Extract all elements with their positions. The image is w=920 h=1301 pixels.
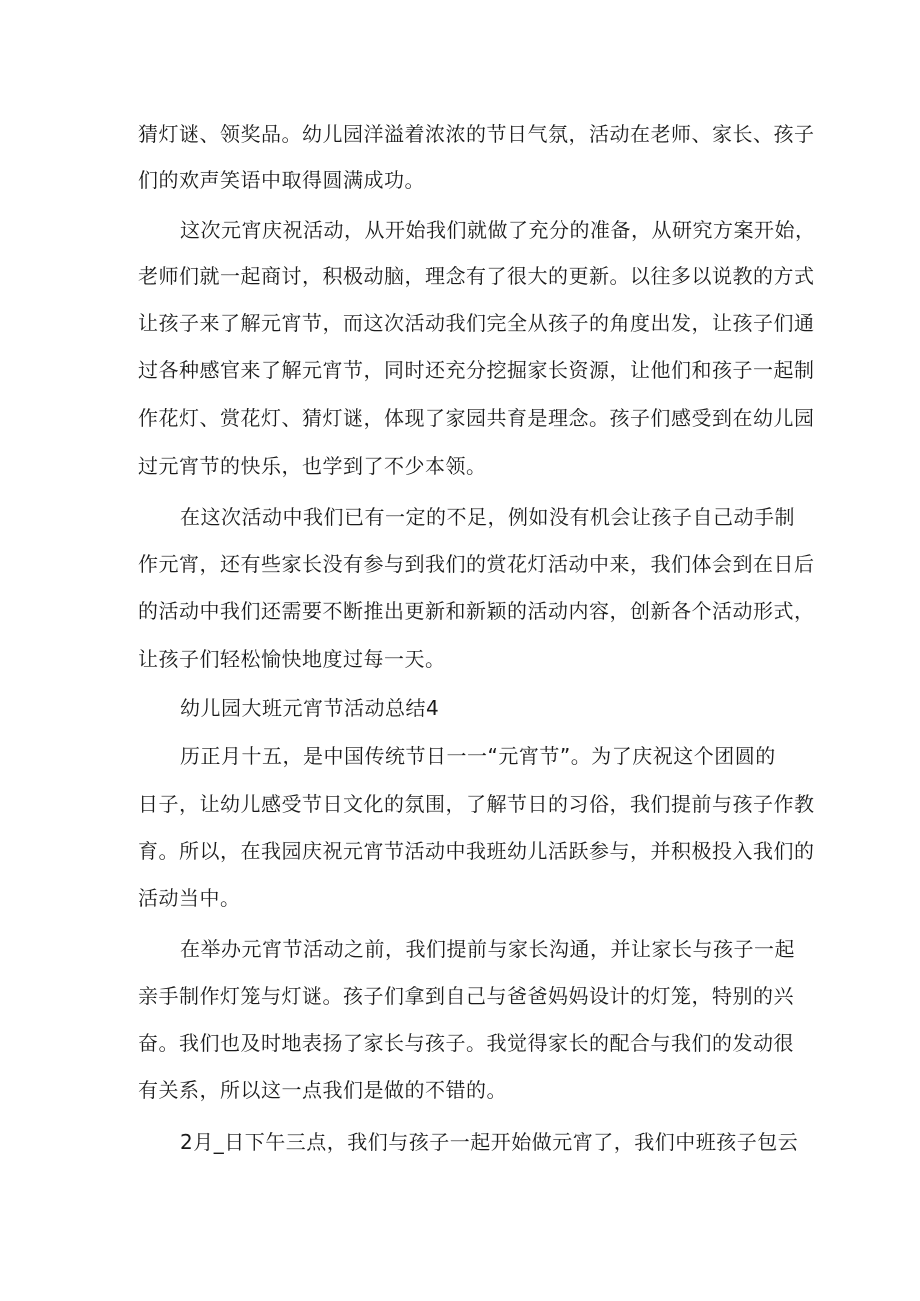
section-heading: 幼儿园大班元宵节活动总结4 bbox=[180, 696, 440, 720]
text-line: 在这次活动中我们已有一定的不足，例如没有机会让孩子自己动手制 bbox=[180, 505, 795, 529]
text-line: 作元宵，还有些家长没有参与到我们的赏花灯活动中来，我们体会到在日后 bbox=[138, 552, 815, 576]
text-line: 奋。我们也及时地表扬了家长与孩子。我觉得家长的配合与我们的发动很 bbox=[138, 1031, 794, 1055]
text-line: 2月_日下午三点，我们与孩子一起开始做元宵了，我们中班孩子包云 bbox=[180, 1130, 799, 1154]
text-line: 过各种感官来了解元宵节，同时还充分挖掘家长资源，让他们和孩子一起制 bbox=[138, 358, 815, 382]
text-line: 们的欢声笑语中取得圆满成功。 bbox=[138, 168, 425, 192]
text-line: 历正月十五，是中国传统节日一一“元宵节”。为了庆祝这个团圆的 bbox=[180, 744, 776, 768]
text-line: 的活动中我们还需要不断推出更新和新颖的活动内容，创新各个活动形式， bbox=[138, 599, 815, 623]
text-line: 作花灯、赏花灯、猜灯谜，体现了家园共育是理念。孩子们感受到在幼儿园 bbox=[138, 406, 815, 430]
text-line: 活动当中。 bbox=[138, 886, 241, 910]
text-line: 有关系，所以这一点我们是做的不错的。 bbox=[138, 1078, 507, 1102]
text-line: 让孩子来了解元宵节，而这次活动我们完全从孩子的角度出发，让孩子们通 bbox=[138, 311, 815, 335]
text-line: 猜灯谜、领奖品。幼儿园洋溢着浓浓的节日气氛，活动在老师、家长、孩子 bbox=[138, 122, 815, 146]
text-line: 亲手制作灯笼与灯谜。孩子们拿到自己与爸爸妈妈设计的灯笼，特别的兴 bbox=[138, 984, 794, 1008]
text-line: 育。所以，在我园庆祝元宵节活动中我班幼儿活跃参与，并积极投入我们的 bbox=[138, 839, 815, 863]
text-line: 在举办元宵节活动之前，我们提前与家长沟通，并让家长与孩子一起 bbox=[180, 937, 795, 961]
text-line: 过元宵节的快乐，也学到了不少本领。 bbox=[138, 454, 487, 478]
text-line: 让孩子们轻松愉快地度过每一天。 bbox=[138, 647, 446, 671]
text-line: 日子，让幼儿感受节日文化的氛围，了解节日的习俗，我们提前与孩子作教 bbox=[138, 792, 815, 816]
text-line: 老师们就一起商讨，积极动脑，理念有了很大的更新。以往多以说教的方式 bbox=[138, 264, 815, 288]
text-line: 这次元宵庆祝活动，从开始我们就做了充分的准备，从研究方案开始， bbox=[180, 218, 816, 242]
